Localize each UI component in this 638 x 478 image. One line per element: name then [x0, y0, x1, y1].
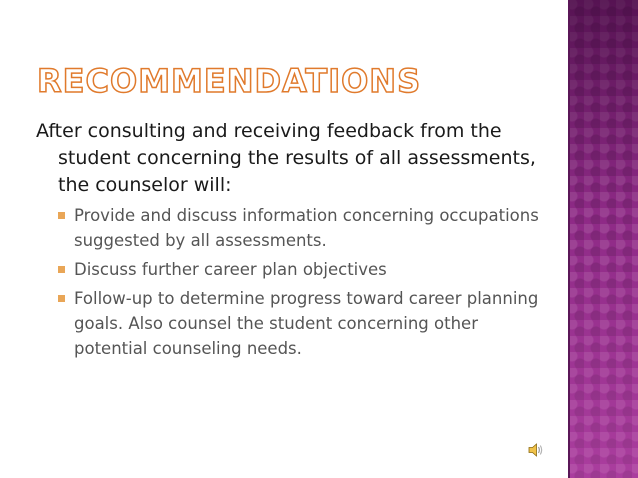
- bullet-text: Follow-up to determine progress toward career planning goals. Also counsel the student concerning other potential counseling needs.: [74, 289, 539, 358]
- bullet-square-icon: [58, 212, 65, 219]
- bullet-text: Provide and discuss information concerning occupations suggested by all assessments.: [74, 206, 539, 250]
- slide-title: RECOMMENDATIONS: [37, 62, 422, 100]
- decorative-side-band: [568, 0, 638, 478]
- bullet-list: [36, 203, 556, 361]
- bullet-item: [58, 203, 556, 253]
- bullet-square-icon: [58, 266, 65, 273]
- lead-paragraph: After consulting and receiving feedback from the student concerning the results of all assessments, the counselor will:: [36, 120, 536, 196]
- speaker-icon[interactable]: [527, 441, 545, 459]
- slide-content: [36, 118, 556, 365]
- bullet-text: Discuss further career plan objectives: [74, 260, 387, 279]
- bullet-item: [58, 286, 556, 361]
- bullet-item: [58, 257, 556, 282]
- bullet-square-icon: [58, 295, 65, 302]
